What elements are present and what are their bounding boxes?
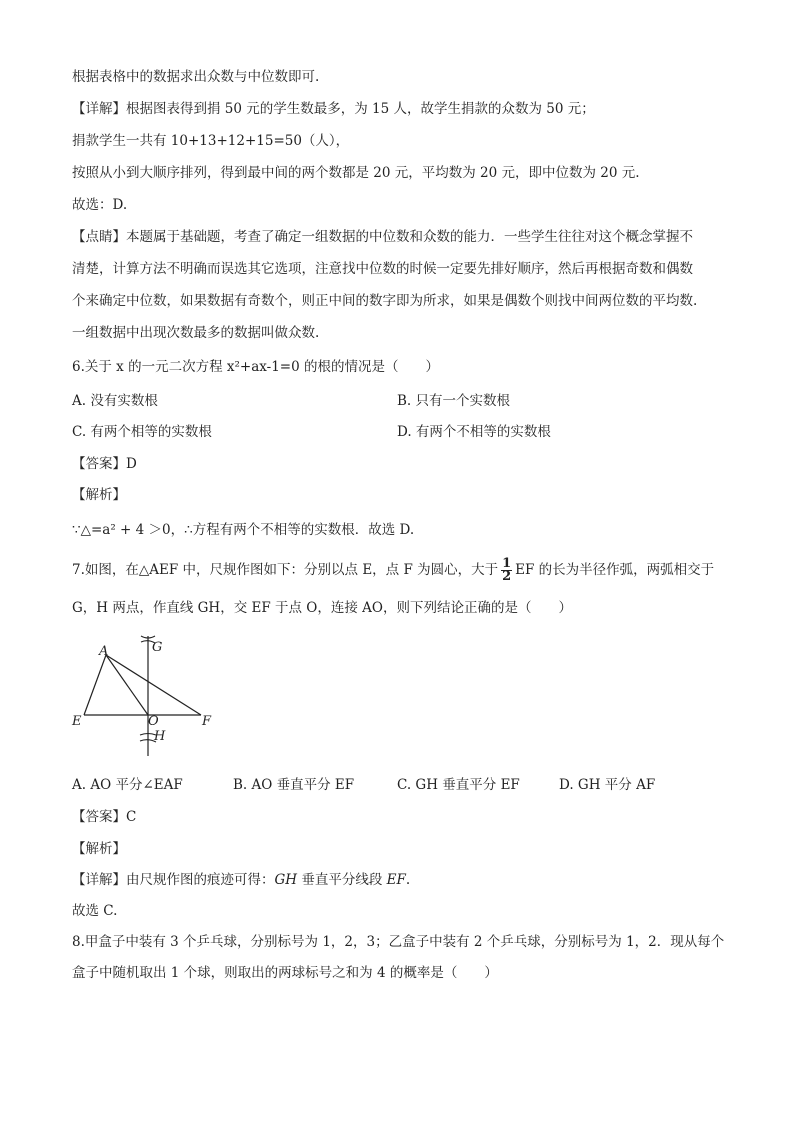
detail-mid: 垂直平分线段 (301, 872, 383, 888)
point-f-label: F (202, 714, 212, 729)
answer-label: 【答案】C (72, 809, 137, 825)
analysis-label: 【解析】 (72, 487, 126, 503)
option-b: B. 只有一个实数根 (397, 393, 511, 409)
question-8-line2: 盒子中随机取出 1 个球，则取出的两球标号之和为 4 的概率是（ ） (72, 965, 498, 981)
text-line: 一组数据中出现次数最多的数据叫做众数. (72, 325, 320, 341)
text-line: 个来确定中位数，如果数据有奇数个，则正中间的数字即为所求，如果是偶数个则找中间两位数的平均数. (72, 293, 698, 309)
point-a-label: A (99, 644, 109, 659)
fraction-numerator: 1 (502, 556, 512, 571)
option-d: D. GH 平分 AF (559, 777, 656, 793)
detail-intro: 【详解】由尺规作图的痕迹可得： (72, 872, 275, 888)
line-gh: GH (274, 872, 298, 888)
analysis-label: 【解析】 (72, 841, 126, 857)
question-6: 6.关于 x 的一元二次方程 x²+ax-1=0 的根的情况是（ ） (72, 359, 439, 375)
point-g-label: G (152, 640, 163, 655)
geometry-figure (68, 628, 228, 760)
fraction-denominator: 2 (502, 569, 512, 584)
text-line: 根据表格中的数据求出众数与中位数即可. (72, 69, 320, 85)
point-o-label: O (148, 714, 159, 729)
point-h-label: H (154, 729, 166, 744)
question-7-text: EF 的长为半径作弧，两弧相交于 (515, 562, 715, 578)
detail-end: . (405, 872, 411, 888)
text-line: 按照从小到大顺序排列，得到最中间的两个数都是 20 元，平均数为 20 元，即中位数为 20 元. (72, 165, 640, 181)
fraction-half (501, 558, 512, 583)
text-line: 清楚，计算方法不明确而误选其它选项，注意找中位数的时候一定要先排好顺序，然后再根据奇数和偶数 (72, 261, 693, 277)
option-a: A. AO 平分∠EAF (72, 777, 183, 793)
option-c: C. GH 垂直平分 EF (397, 777, 520, 793)
select-text: 故选 C. (72, 903, 118, 919)
option-d: D. 有两个不相等的实数根 (397, 424, 551, 440)
answer-label: 【答案】D (72, 456, 137, 472)
option-b: B. AO 垂直平分 EF (233, 777, 355, 793)
text-line: 捐款学生一共有 10+13+12+15=50（人）， (72, 133, 350, 149)
solution-text: ∵△=a² + 4 ＞0，∴方程有两个不相等的实数根．故选 D. (72, 522, 415, 538)
question-8-line1: 8.甲盒子中装有 3 个乒乓球，分别标号为 1，2，3；乙盒子中装有 2 个乒乓球，分别标号为 1，2．现从每个 (72, 934, 725, 950)
text-line: 【点睛】本题属于基础题，考查了确定一组数据的中位数和众数的能力．一些学生往往对这个概念掌握不 (72, 229, 693, 245)
segment-ef: EF (386, 872, 406, 888)
question-7-line1 (72, 558, 714, 583)
detail-text (72, 871, 410, 889)
option-a: A. 没有实数根 (72, 393, 158, 409)
option-c: C. 有两个相等的实数根 (72, 424, 212, 440)
question-7-text: 7.如图，在△AEF 中，尺规作图如下：分别以点 E，点 F 为圆心，大于 (72, 562, 499, 578)
text-line: 故选：D. (72, 197, 128, 213)
text-line: 【详解】根据图表得到捐 50 元的学生数最多，为 15 人，故学生捐款的众数为 50 元； (72, 101, 595, 117)
question-7-line2: G，H 两点，作直线 GH，交 EF 于点 O，连接 AO，则下列结论正确的是（ ） (72, 600, 572, 616)
point-e-label: E (72, 714, 82, 729)
